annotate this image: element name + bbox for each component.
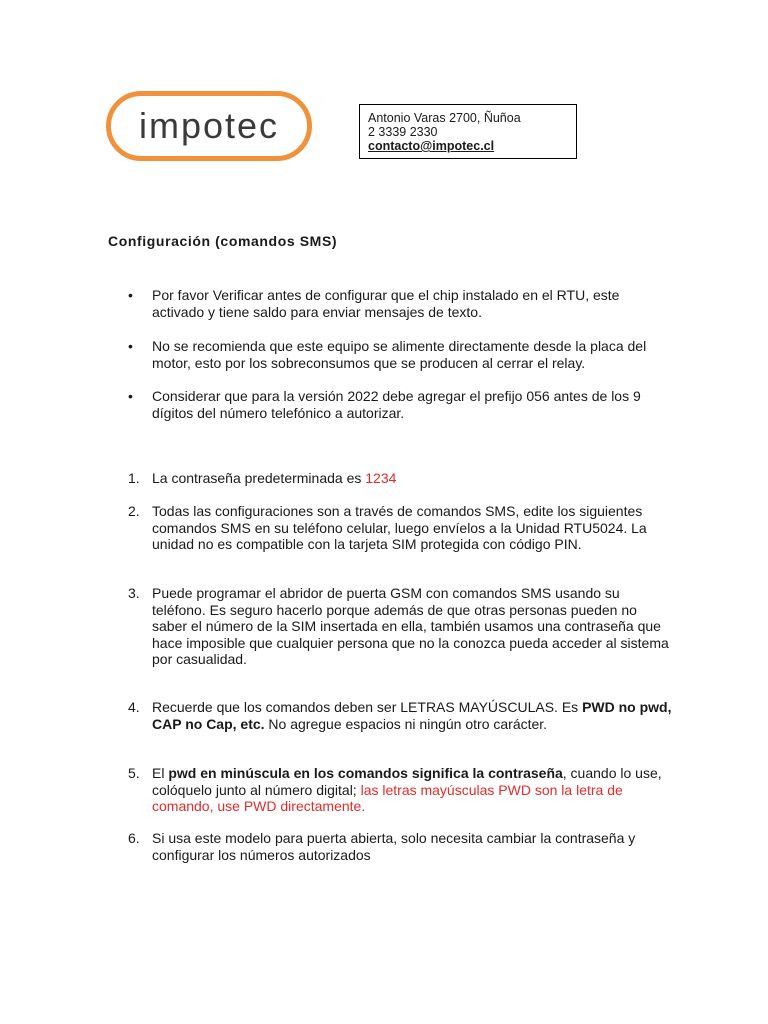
item-mid-text: , cuando lo use, colóquelo junto al número digital; — [152, 765, 662, 798]
list-number: 6. — [128, 830, 140, 846]
list-item-3 — [128, 585, 672, 668]
default-password: 1234 — [365, 470, 397, 486]
item-bold-text: pwd en minúscula en los comandos significa la contraseña — [168, 765, 563, 781]
item-text: El — [152, 765, 169, 781]
contact-address: Antonio Varas 2700, Ñuñoa — [368, 111, 521, 125]
contact-phone: 2 3339 2330 — [368, 125, 438, 139]
item-text: Recuerde que los comandos deben ser LETRAS MAYÚSCULAS. Es — [152, 699, 583, 715]
list-item-4 — [128, 699, 672, 732]
item-red-text: las letras mayúsculas PWD son la letra de comando, use PWD directamente. — [152, 781, 623, 814]
contact-box — [359, 104, 577, 159]
list-number: 2. — [128, 503, 140, 519]
impotec-logo — [106, 91, 312, 161]
list-number: 3. — [128, 585, 140, 601]
list-number: 5. — [128, 765, 140, 781]
bullet-item: • Por favor Verificar antes de configurar que el chip instalado en el RTU, este activado y tiene saldo para enviar mensajes de texto. — [152, 287, 672, 320]
list-number: 4. — [128, 699, 140, 715]
list-item-2 — [128, 503, 672, 553]
bullet-item: • No se recomienda que este equipo se alimente directamente desde la placa del motor, esto por los sobreconsumos que se producen al cerrar el relay. — [152, 338, 672, 371]
page-title: Configuración (comandos SMS) — [108, 233, 338, 249]
contact-email-link[interactable]: contacto@impotec.cl — [368, 139, 495, 153]
item-text: Puede programar el abridor de puerta GSM con comandos SMS usando su teléfono. Es seguro hacerlo porque además de que otras personas pueden no saber el número de la SIM insertada en ella, también usamos una contraseña que hace imposible que cualquier persona que no la conozca pueda acceder al sistema por casualidad. — [152, 585, 669, 667]
list-number: 1. — [128, 470, 140, 486]
item-bold-text: PWD no pwd, CAP no Cap, etc. — [152, 699, 672, 732]
list-item-5 — [128, 765, 672, 815]
item-text: Todas las configuraciones son a través de comandos SMS, edite los siguientes comandos SMS en su teléfono celular, luego envíelos a la Unidad RTU5024. La unidad no es compatible con la tarjeta SIM protegida con código PIN. — [152, 503, 647, 552]
item-text: Si usa este modelo para puerta abierta, solo necesita cambiar la contraseña y configurar los números autorizados — [152, 830, 636, 863]
bullet-item: • Considerar que para la versión 2022 debe agregar el prefijo 056 antes de los 9 dígitos del número telefónico a autorizar. — [152, 388, 672, 421]
list-item-6 — [128, 830, 672, 863]
item-tail-text: No agregue espacios ni ningún otro carácter. — [264, 715, 548, 732]
list-item-1 — [128, 470, 672, 487]
logo-text: impotec — [138, 105, 280, 146]
item-text: La contraseña predeterminada es — [152, 470, 366, 486]
